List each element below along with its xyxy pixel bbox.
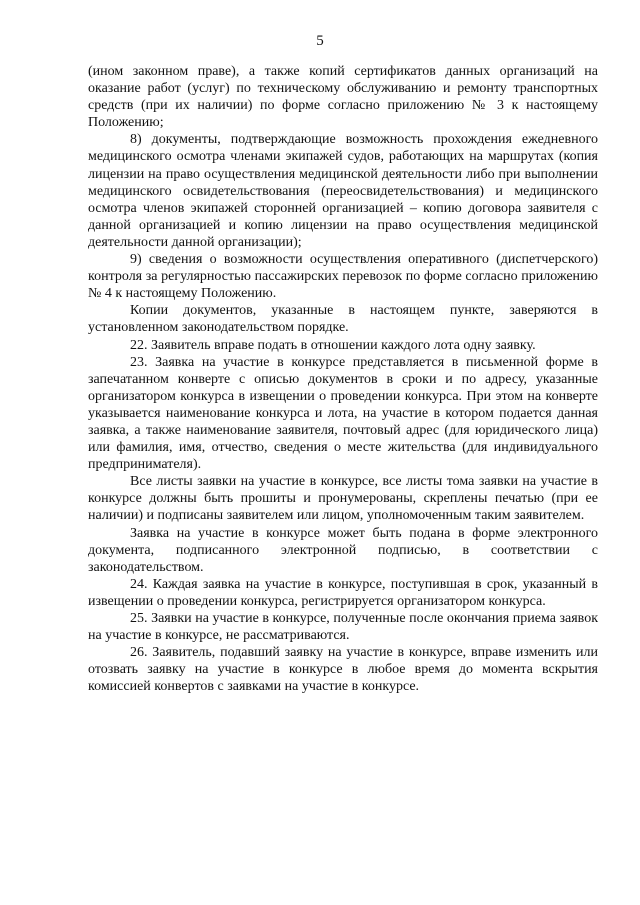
document-body	[88, 63, 598, 695]
paragraph-sheets: Все листы заявки на участие в конкурсе, все листы тома заявки на участие в конкурсе должны быть прошиты и пронумерованы, скреплены печатью (при ее наличии) и подписаны заявителем или лицом, уполномоченным таким заявителем.	[88, 474, 598, 524]
paragraph-electronic: Заявка на участие в конкурсе может быть подана в форме электронного документа, подписанного электронной подписью, в соответствии с законодательством.	[88, 525, 598, 575]
page-number: 5	[316, 33, 324, 49]
paragraph-26: 26. Заявитель, подавший заявку на участие в конкурсе, вправе изменить или отозвать заявку на участие в конкурсе в любое время до момента вскрытия комиссией конвертов с заявками на участие в конкурсе.	[88, 645, 598, 695]
paragraph-23: 23. Заявка на участие в конкурсе представляется в письменной форме в запечатанном конверте с описью документов в сроки и по адресу, указанные организатором конкурса в извещении о проведении конкурса. При этом на конверте указывается наименование конкурса и лота, на участие в котором подается данная заявка, а также наименование заявителя, почтовый адрес (для юридического лица) или фамилия, имя, отчество, сведения о месте жительства (для индивидуального предпринимателя).	[88, 354, 598, 473]
paragraph-copies: Копии документов, указанные в настоящем пункте, заверяются в установленном законодательством порядке.	[88, 303, 598, 336]
paragraph-continuation: (ином законном праве), а также копий сертификатов данных организаций на оказание работ (услуг) по техническому обслуживанию и ремонту транспортных средств (при их наличии) по форме согласно приложению № 3 к настоящему Положению;	[88, 64, 598, 131]
paragraph-item-9: 9) сведения о возможности осуществления оперативного (диспетчерского) контроля за регулярностью пассажирских перевозок по форме согласно приложению № 4 к настоящему Положению.	[88, 252, 598, 302]
paragraph-item-8: 8) документы, подтверждающие возможность прохождения ежедневного медицинского осмотра членами экипажей судов, работающих на маршрутах (копия лицензии на право осуществления медицинской деятельности либо при выполнении медицинского освидетельствования (переосвидетельствования) и медицинского осмотра членов экипажей сторонней организацией – копию договора заявителя с данной организацией и копию лицензии на право осуществления медицинской деятельности данной организации);	[88, 132, 598, 250]
paragraph-24: 24. Каждая заявка на участие в конкурсе, поступившая в срок, указанный в извещении о проведении конкурса, регистрируется организатором конкурса.	[88, 576, 598, 609]
paragraph-25: 25. Заявки на участие в конкурсе, полученные после окончания приема заявок на участие в конкурсе, не рассматриваются.	[88, 611, 598, 644]
paragraph-22: 22. Заявитель вправе подать в отношении каждого лота одну заявку.	[130, 337, 536, 353]
